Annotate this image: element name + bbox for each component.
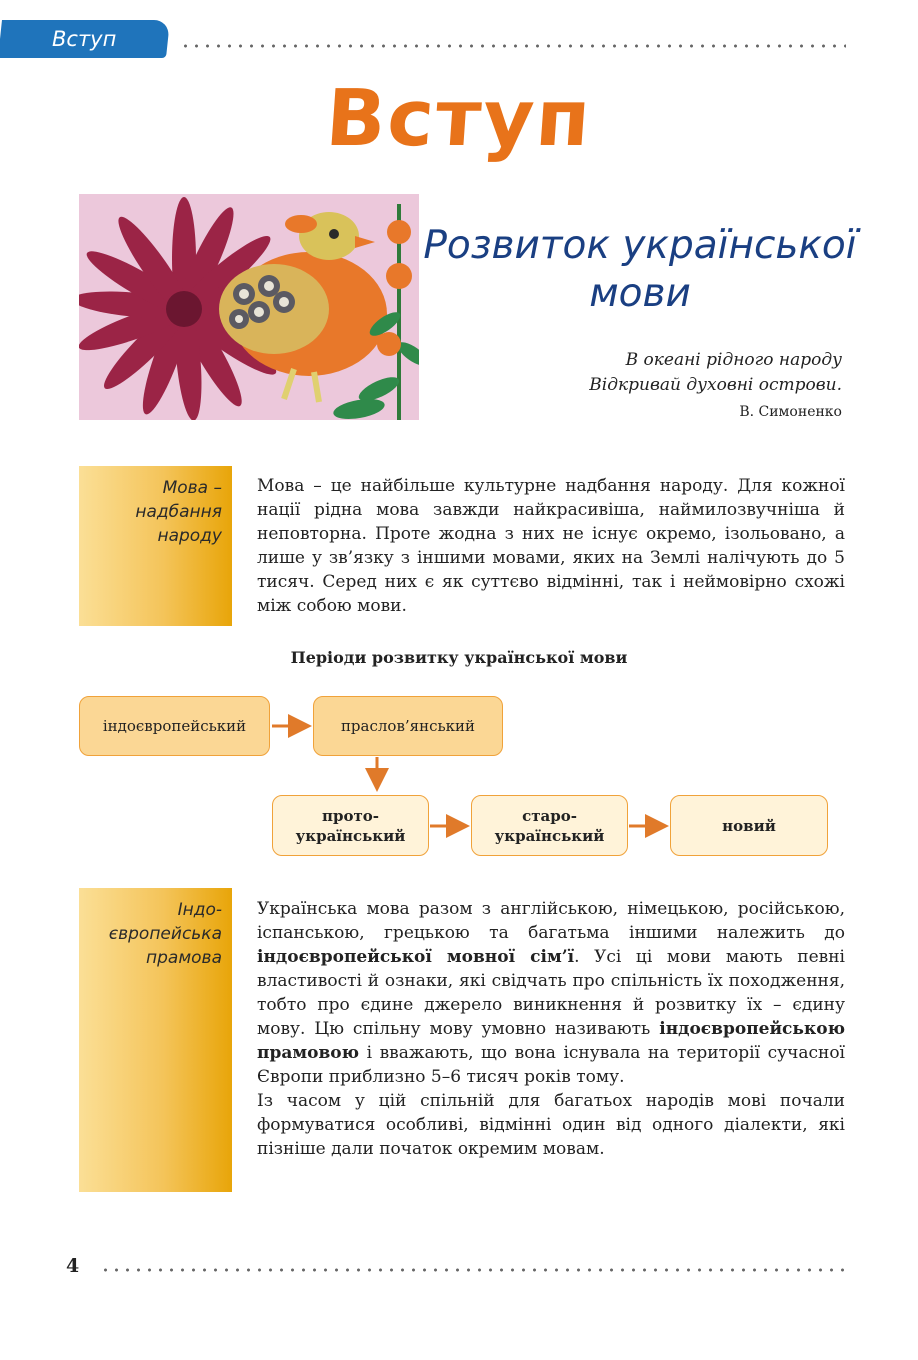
text-run: Українська мова разом з англійською, німецькою, російською, іспанською, грецькою та багатьма іншими належить до (257, 899, 845, 943)
side-label-line: європейська (108, 924, 222, 944)
paragraph-text (257, 897, 845, 1089)
side-label-line: прамова (146, 948, 222, 968)
paragraph-indo-european (257, 897, 845, 1161)
header-tab-label: Вступ (51, 27, 117, 51)
paragraph-text: Мова – це найбільше культурне надбання народу. Для кожної нації рідна мова завжди найкрасивіша, наймилозвучніша й неповторна. Проте жодна з них не існує окремо, ізольовано, а лише у зв’язку з іншими мовами, яких на Землі налічують до 5 тисяч. Серед них є як суттєво відмінні, так і неймовірно схожі між собою мови. (257, 476, 845, 616)
epigraph-author: В. Симоненко (739, 404, 842, 420)
text-run: . Усі ці мови мають певні властивості й ознаки, які свідчать про спільність їх походження, тобто про єдине джерело виникнення й розвитку їх – єдину мову. Цю спільну мову умовно називають (257, 947, 845, 1039)
footer-dotted-line (100, 1268, 846, 1272)
diagram-title: Періоди розвитку української мови (290, 648, 628, 667)
node-label: індоєвропейський (102, 717, 247, 735)
node-label: прото- (322, 806, 379, 825)
subtitle-line-2: мови (589, 271, 691, 316)
node-label: новий (722, 816, 776, 835)
node-label: український (494, 826, 605, 845)
side-label-indo-european (79, 888, 232, 1192)
paragraph-text: Із часом у цій спільній для багатьох народів мові почали формуватися особливі, відмінні один від одного діалекти, які пізніше дали початок окремим мовам. (257, 1091, 845, 1159)
node-label: старо- (522, 806, 577, 825)
node-label: праслов’янський (340, 717, 476, 735)
page-number: 4 (66, 1255, 80, 1277)
side-label-line: надбання (135, 502, 222, 522)
page-title: Вступ (323, 74, 595, 164)
side-label-line: Мова – (162, 478, 222, 498)
term-proto-language: індоєвропейською прамовою (257, 1019, 845, 1063)
epigraph-line-2: Відкривай духовні острови. (589, 375, 842, 395)
text-run: і вважають, що вона існувала на території сучасної Європи приблизно 5–6 тисяч років тому. (257, 1043, 845, 1087)
side-label-line: народу (157, 526, 222, 546)
term-language-family: індоєвропейської мовної сім’ї (257, 947, 575, 967)
epigraph-line-1: В океані рідного народу (625, 350, 842, 370)
node-label: український (295, 826, 406, 845)
side-label-line: Індо- (177, 900, 222, 920)
subtitle-line-1: Розвиток української (423, 223, 857, 268)
